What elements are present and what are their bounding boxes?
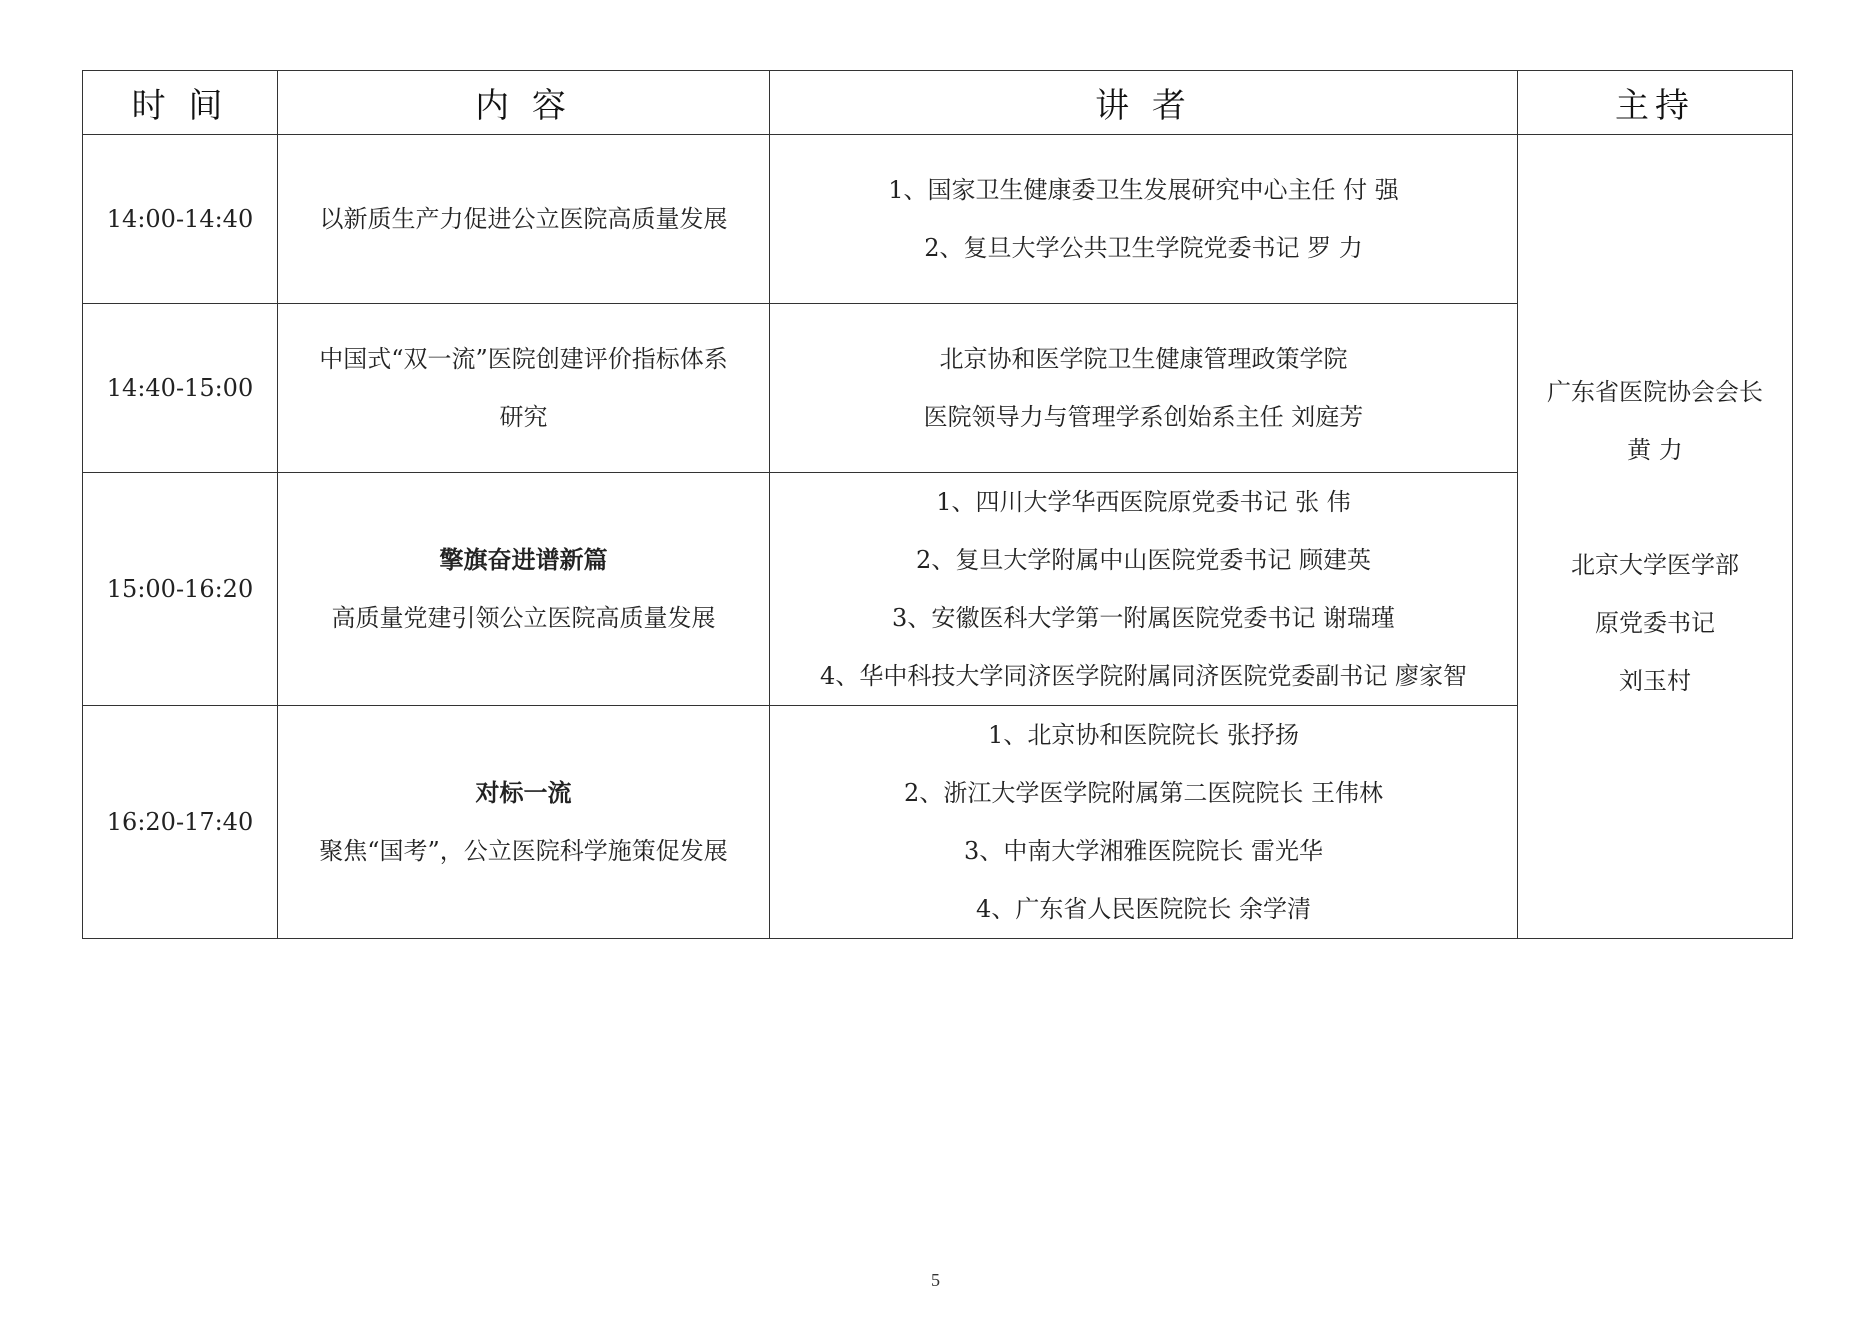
speakers-cell xyxy=(770,135,1518,304)
schedule-table xyxy=(82,70,1793,939)
host1-name: 黄 力 xyxy=(1627,436,1683,464)
speaker-line: 1、四川大学华西医院原党委书记 张 伟 xyxy=(936,488,1351,516)
host2-name: 刘玉村 xyxy=(1619,667,1691,695)
time-cell: 16:20-17:40 xyxy=(83,706,278,939)
host-spacer xyxy=(1522,479,1788,536)
host2-org: 北京大学医学部 xyxy=(1571,551,1739,579)
time-cell: 14:00-14:40 xyxy=(83,135,278,304)
speaker-line: 北京协和医学院卫生健康管理政策学院 xyxy=(939,345,1348,373)
header-content: 内 容 xyxy=(278,71,770,135)
speaker-line: 1、国家卫生健康委卫生发展研究中心主任 付 强 xyxy=(888,176,1399,204)
header-speakers: 讲 者 xyxy=(770,71,1518,135)
content-line: 以新质生产力促进公立医院高质量发展 xyxy=(319,205,728,233)
table-row xyxy=(83,135,1793,304)
content-line: 中国式“双一流”医院创建评价指标体系 xyxy=(319,345,728,373)
content-title: 对标一流 xyxy=(475,778,572,807)
speaker-line: 3、中南大学湘雅医院院长 雷光华 xyxy=(964,837,1323,865)
speakers-cell xyxy=(770,706,1518,939)
speaker-line: 2、复旦大学公共卫生学院党委书记 罗 力 xyxy=(924,234,1363,262)
content-title: 擎旗奋进谱新篇 xyxy=(439,545,608,574)
speaker-line: 医院领导力与管理学系创始系主任 刘庭芳 xyxy=(923,403,1364,431)
content-line: 高质量党建引领公立医院高质量发展 xyxy=(331,604,716,632)
page-number: 5 xyxy=(931,1270,940,1290)
speaker-line: 3、安徽医科大学第一附属医院党委书记 谢瑞瑾 xyxy=(892,604,1395,632)
header-row xyxy=(83,71,1793,135)
host2-title: 原党委书记 xyxy=(1595,609,1715,637)
content-cell xyxy=(278,135,770,304)
speakers-cell xyxy=(770,473,1518,706)
content-line: 聚焦“国考”，公立医院科学施策促发展 xyxy=(319,837,728,865)
speaker-line: 2、浙江大学医学院附属第二医院院长 王伟林 xyxy=(904,779,1383,807)
host1-title: 广东省医院协会会长 xyxy=(1547,378,1763,406)
host-cell xyxy=(1518,135,1793,939)
speaker-line: 1、北京协和医院院长 张抒扬 xyxy=(988,721,1299,749)
header-time: 时 间 xyxy=(83,71,278,135)
time-cell: 15:00-16:20 xyxy=(83,473,278,706)
content-line: 研究 xyxy=(499,403,548,431)
header-host: 主持 xyxy=(1518,71,1793,135)
speaker-line: 4、广东省人民医院院长 余学清 xyxy=(976,895,1311,923)
speakers-cell xyxy=(770,304,1518,473)
content-cell xyxy=(278,706,770,939)
content-cell xyxy=(278,304,770,473)
speaker-line: 4、华中科技大学同济医学院附属同济医院党委副书记 廖家智 xyxy=(820,662,1467,690)
speaker-line: 2、复旦大学附属中山医院党委书记 顾建英 xyxy=(916,546,1371,574)
time-cell: 14:40-15:00 xyxy=(83,304,278,473)
content-cell xyxy=(278,473,770,706)
